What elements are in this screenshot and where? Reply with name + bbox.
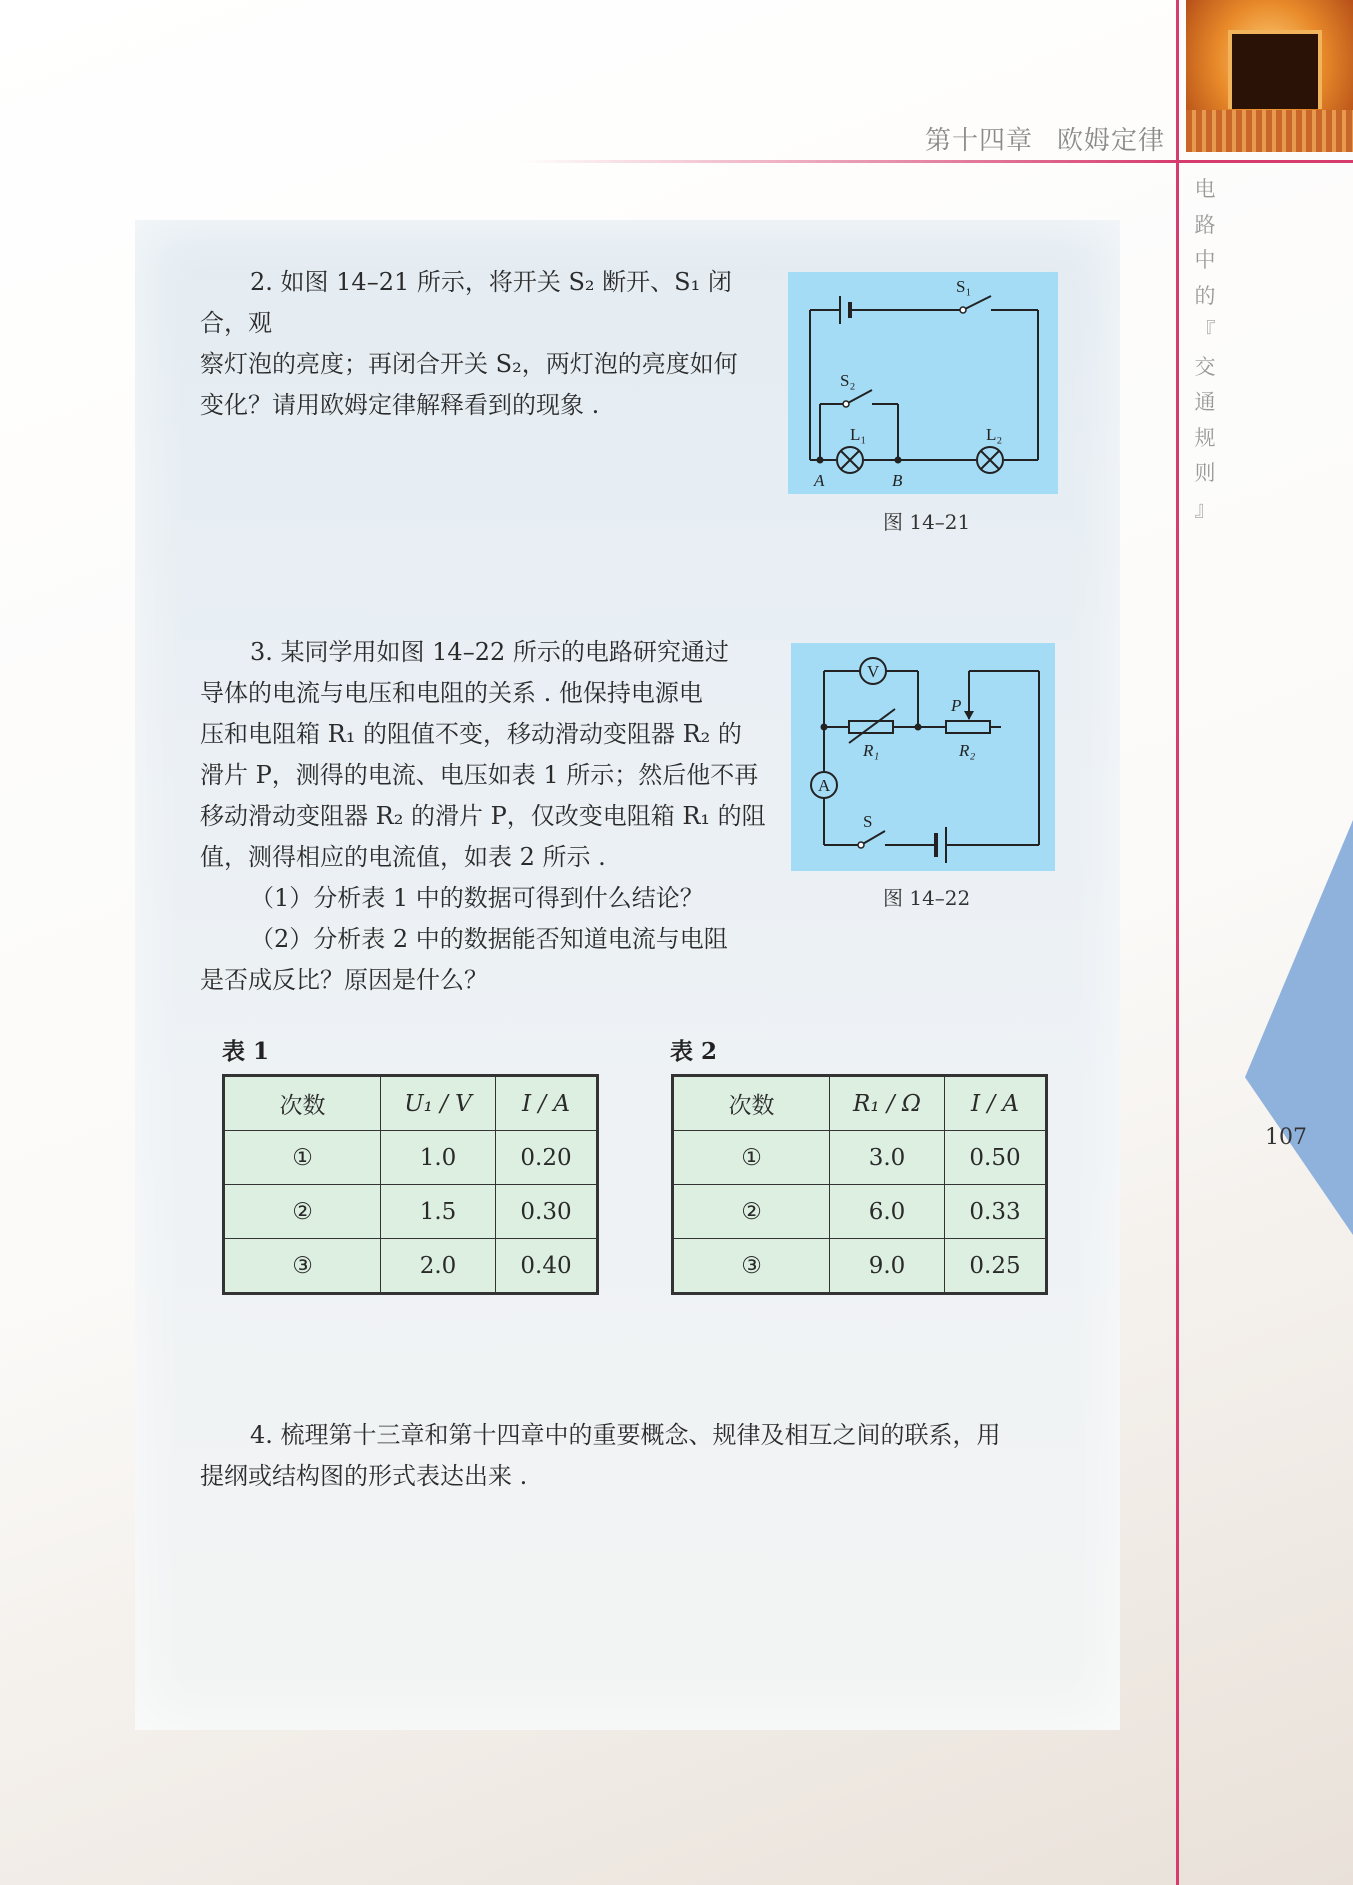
header-rule-right — [1176, 160, 1353, 163]
table-1-label: 表 1 — [222, 1038, 270, 1065]
fig2-voltmeter-label: V — [867, 662, 880, 681]
table-header-cell: I / A — [496, 1076, 598, 1131]
side-title-char: 电 — [1194, 177, 1216, 201]
table-header-cell: 次数 — [673, 1076, 830, 1131]
table-cell: ③ — [224, 1239, 381, 1294]
side-title-char: 『 — [1194, 319, 1216, 343]
question-3 — [200, 632, 775, 1001]
q3-line: 是否成反比？原因是什么？ — [200, 966, 488, 994]
table-cell: ① — [673, 1131, 830, 1185]
q4-line: 提纲或结构图的形式表达出来 . — [200, 1462, 528, 1490]
table-row — [673, 1185, 1047, 1239]
table-1 — [222, 1074, 599, 1295]
table-cell: 6.0 — [830, 1185, 945, 1239]
fig2-label-p: P — [951, 696, 962, 715]
table-header-cell: R₁ / Ω — [830, 1076, 945, 1131]
fig2-label-r2: R₂ — [959, 741, 976, 760]
fig1-label-a: A — [814, 471, 825, 490]
table-row — [673, 1131, 1047, 1185]
fig2-label-r1: R₁ — [863, 741, 880, 760]
fig1-label-s1: S₁ — [956, 277, 972, 296]
q4-line: 4. 梳理第十三章和第十四章中的重要概念、规律及相互之间的联系，用 — [250, 1421, 1001, 1449]
table-cell: 0.25 — [945, 1239, 1047, 1294]
table-row — [224, 1131, 598, 1185]
table-cell: 2.0 — [381, 1239, 496, 1294]
q3-line: 3. 某同学用如图 14–22 所示的电路研究通过 — [250, 638, 729, 666]
table-cell: 9.0 — [830, 1239, 945, 1294]
table-header-cell: I / A — [945, 1076, 1047, 1131]
fig1-label-b: B — [892, 471, 903, 490]
side-title-char: 交 — [1194, 354, 1216, 379]
table-cell: 0.20 — [496, 1131, 598, 1185]
table-cell: ① — [224, 1131, 381, 1185]
table-row — [224, 1185, 598, 1239]
figure-14-22 — [791, 643, 1055, 871]
table-cell: ③ — [673, 1239, 830, 1294]
theater-photo — [1186, 0, 1353, 152]
seats-graphic — [1186, 110, 1353, 152]
q2-line: 变化？请用欧姆定律解释看到的现象 . — [200, 391, 600, 419]
figure-14-21-caption: 图 14–21 — [883, 510, 971, 534]
table-cell: 0.40 — [496, 1239, 598, 1294]
fig2-label-s: S — [863, 812, 873, 831]
figure-14-22-caption: 图 14–22 — [883, 886, 971, 910]
table-cell: ② — [224, 1185, 381, 1239]
q3-line: 值，测得相应的电流值，如表 2 所示 . — [200, 843, 606, 871]
decorative-triangle — [1245, 820, 1353, 1235]
side-title-char: 路 — [1194, 212, 1216, 237]
table-2 — [671, 1074, 1048, 1295]
question-4 — [200, 1415, 1080, 1497]
page-number: 107 — [1265, 1125, 1307, 1150]
table-row — [224, 1239, 598, 1294]
side-title — [1193, 172, 1217, 527]
margin-rule — [1176, 0, 1179, 1885]
side-title-char: 』 — [1194, 496, 1216, 521]
table-cell: 1.5 — [381, 1185, 496, 1239]
fig1-label-l1: L₁ — [850, 425, 867, 444]
side-title-char: 则 — [1194, 461, 1216, 485]
q2-line: 察灯泡的亮度；再闭合开关 S₂，两灯泡的亮度如何 — [200, 350, 738, 378]
fig1-label-s2: S₂ — [840, 371, 856, 390]
q3-line: 导体的电流与电压和电阻的关系 . 他保持电源电 — [200, 679, 703, 707]
side-title-char: 通 — [1194, 390, 1216, 414]
q2-line: 2. 如图 14–21 所示，将开关 S₂ 断开、S₁ 闭合，观 — [200, 268, 732, 337]
table-cell: 0.50 — [945, 1131, 1047, 1185]
table-header-row — [224, 1076, 598, 1131]
table-cell: 3.0 — [830, 1131, 945, 1185]
chapter-title: 欧姆定律 — [1057, 126, 1166, 156]
q3-line: 移动滑动变阻器 R₂ 的滑片 P，仅改变电阻箱 R₁ 的阻 — [200, 802, 766, 830]
table-cell: 0.30 — [496, 1185, 598, 1239]
table-header-cell: 次数 — [224, 1076, 381, 1131]
header-rule — [520, 160, 1180, 163]
table-cell: ② — [673, 1185, 830, 1239]
table-header-row — [673, 1076, 1047, 1131]
side-title-char: 的 — [1194, 283, 1216, 308]
q3-line: 滑片 P，测得的电流、电压如表 1 所示；然后他不再 — [200, 761, 759, 789]
q3-line: 压和电阻箱 R₁ 的阻值不变，移动滑动变阻器 R₂ 的 — [200, 720, 742, 748]
table-header-cell: U₁ / V — [381, 1076, 496, 1131]
table-row — [673, 1239, 1047, 1294]
stage-graphic — [1228, 30, 1322, 109]
fig2-ammeter-label: A — [818, 776, 831, 795]
table-cell: 1.0 — [381, 1131, 496, 1185]
chapter-number: 第十四章 — [925, 126, 1034, 156]
question-2 — [200, 262, 770, 426]
side-title-char: 中 — [1194, 248, 1216, 272]
fig1-label-l2: L₂ — [986, 425, 1003, 444]
q3-subquestion-1: （1）分析表 1 中的数据可得到什么结论？ — [250, 884, 704, 912]
figure-14-21 — [788, 272, 1058, 494]
chapter-heading — [925, 120, 1165, 157]
table-2-label: 表 2 — [670, 1038, 718, 1065]
q3-subquestion-2: （2）分析表 2 中的数据能否知道电流与电阻 — [250, 925, 728, 953]
table-cell: 0.33 — [945, 1185, 1047, 1239]
side-title-char: 规 — [1194, 425, 1216, 450]
